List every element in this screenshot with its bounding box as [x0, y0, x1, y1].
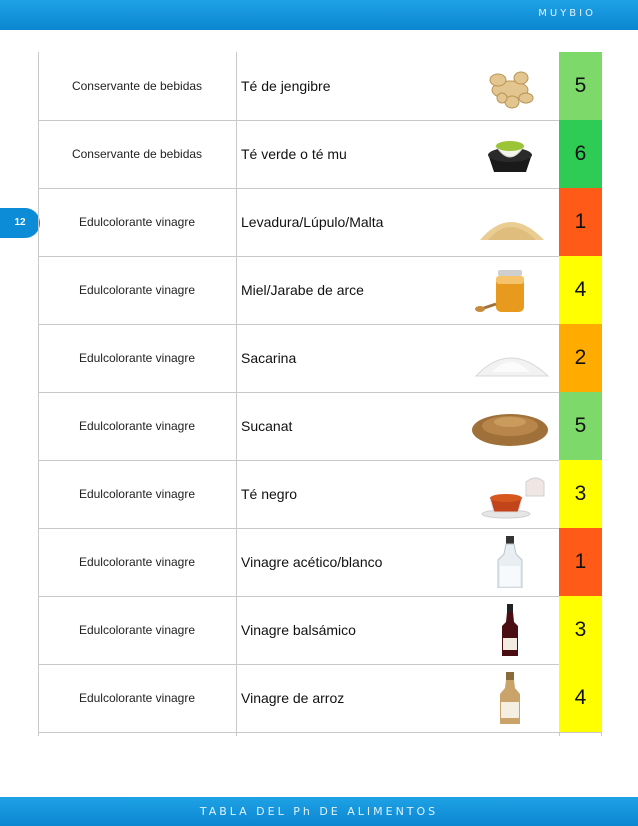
- food-cell: Té negro: [241, 486, 298, 502]
- saccharin-image: [466, 332, 554, 384]
- food-cell: Miel/Jarabe de arce: [241, 282, 364, 298]
- category-cell: Edulcolorante vinagre: [78, 555, 196, 569]
- table-row: [38, 664, 602, 733]
- category-cell: Edulcolorante vinagre: [78, 487, 196, 501]
- food-cell: Té verde o té mu: [241, 146, 347, 162]
- table-row: [38, 528, 602, 597]
- white-vinegar-image: [466, 536, 554, 588]
- honey-image: [466, 264, 554, 316]
- page-number-tab: 12: [0, 208, 40, 238]
- table-row: [38, 52, 602, 121]
- ph-score: 4: [559, 256, 602, 324]
- ph-score: 5: [559, 52, 602, 120]
- food-cell: Vinagre balsámico: [241, 622, 356, 638]
- category-cell: Edulcolorante vinagre: [78, 419, 196, 433]
- header-bar: [0, 0, 638, 30]
- ph-score: 6: [559, 120, 602, 188]
- category-cell: Conservante de bebidas: [71, 79, 203, 93]
- rice-vinegar-image: [466, 672, 554, 724]
- ph-score: 1: [559, 188, 602, 256]
- category-cell: Edulcolorante vinagre: [78, 283, 196, 297]
- category-cell: Edulcolorante vinagre: [78, 215, 196, 229]
- table-row: [38, 188, 602, 257]
- food-cell: Té de jengibre: [241, 78, 331, 94]
- green-tea-image: [466, 128, 554, 180]
- brand-logo-text: MUYBIO: [538, 8, 596, 19]
- ph-score: 2: [559, 324, 602, 392]
- black-tea-image: [466, 468, 554, 520]
- table-row: [38, 120, 602, 189]
- ph-table: [38, 52, 602, 736]
- sucanat-image: [466, 400, 554, 452]
- footer-title: TABLA DEL Ph DE ALIMENTOS: [199, 805, 439, 818]
- food-cell: Levadura/Lúpulo/Malta: [241, 214, 384, 230]
- category-cell: Edulcolorante vinagre: [78, 351, 196, 365]
- footer-bar: [0, 797, 638, 826]
- ph-score: 5: [559, 392, 602, 460]
- category-cell: Edulcolorante vinagre: [78, 691, 196, 705]
- food-cell: Sucanat: [241, 418, 293, 434]
- yeast-image: [466, 196, 554, 248]
- table-row: [38, 392, 602, 461]
- category-cell: Conservante de bebidas: [71, 147, 203, 161]
- ph-score: 3: [559, 460, 602, 528]
- ph-score: 1: [559, 528, 602, 596]
- food-cell: Vinagre de arroz: [241, 690, 345, 706]
- table-row: [38, 256, 602, 325]
- category-cell: Edulcolorante vinagre: [78, 623, 196, 637]
- food-cell: Vinagre acético/blanco: [241, 554, 383, 570]
- food-cell: Sacarina: [241, 350, 297, 366]
- balsamic-vinegar-image: [466, 604, 554, 656]
- table-row: [38, 324, 602, 393]
- ph-score: 3: [559, 596, 602, 664]
- table-row: [38, 596, 602, 665]
- ginger-image: [466, 60, 554, 112]
- ph-score: 4: [559, 664, 602, 732]
- table-row: [38, 460, 602, 529]
